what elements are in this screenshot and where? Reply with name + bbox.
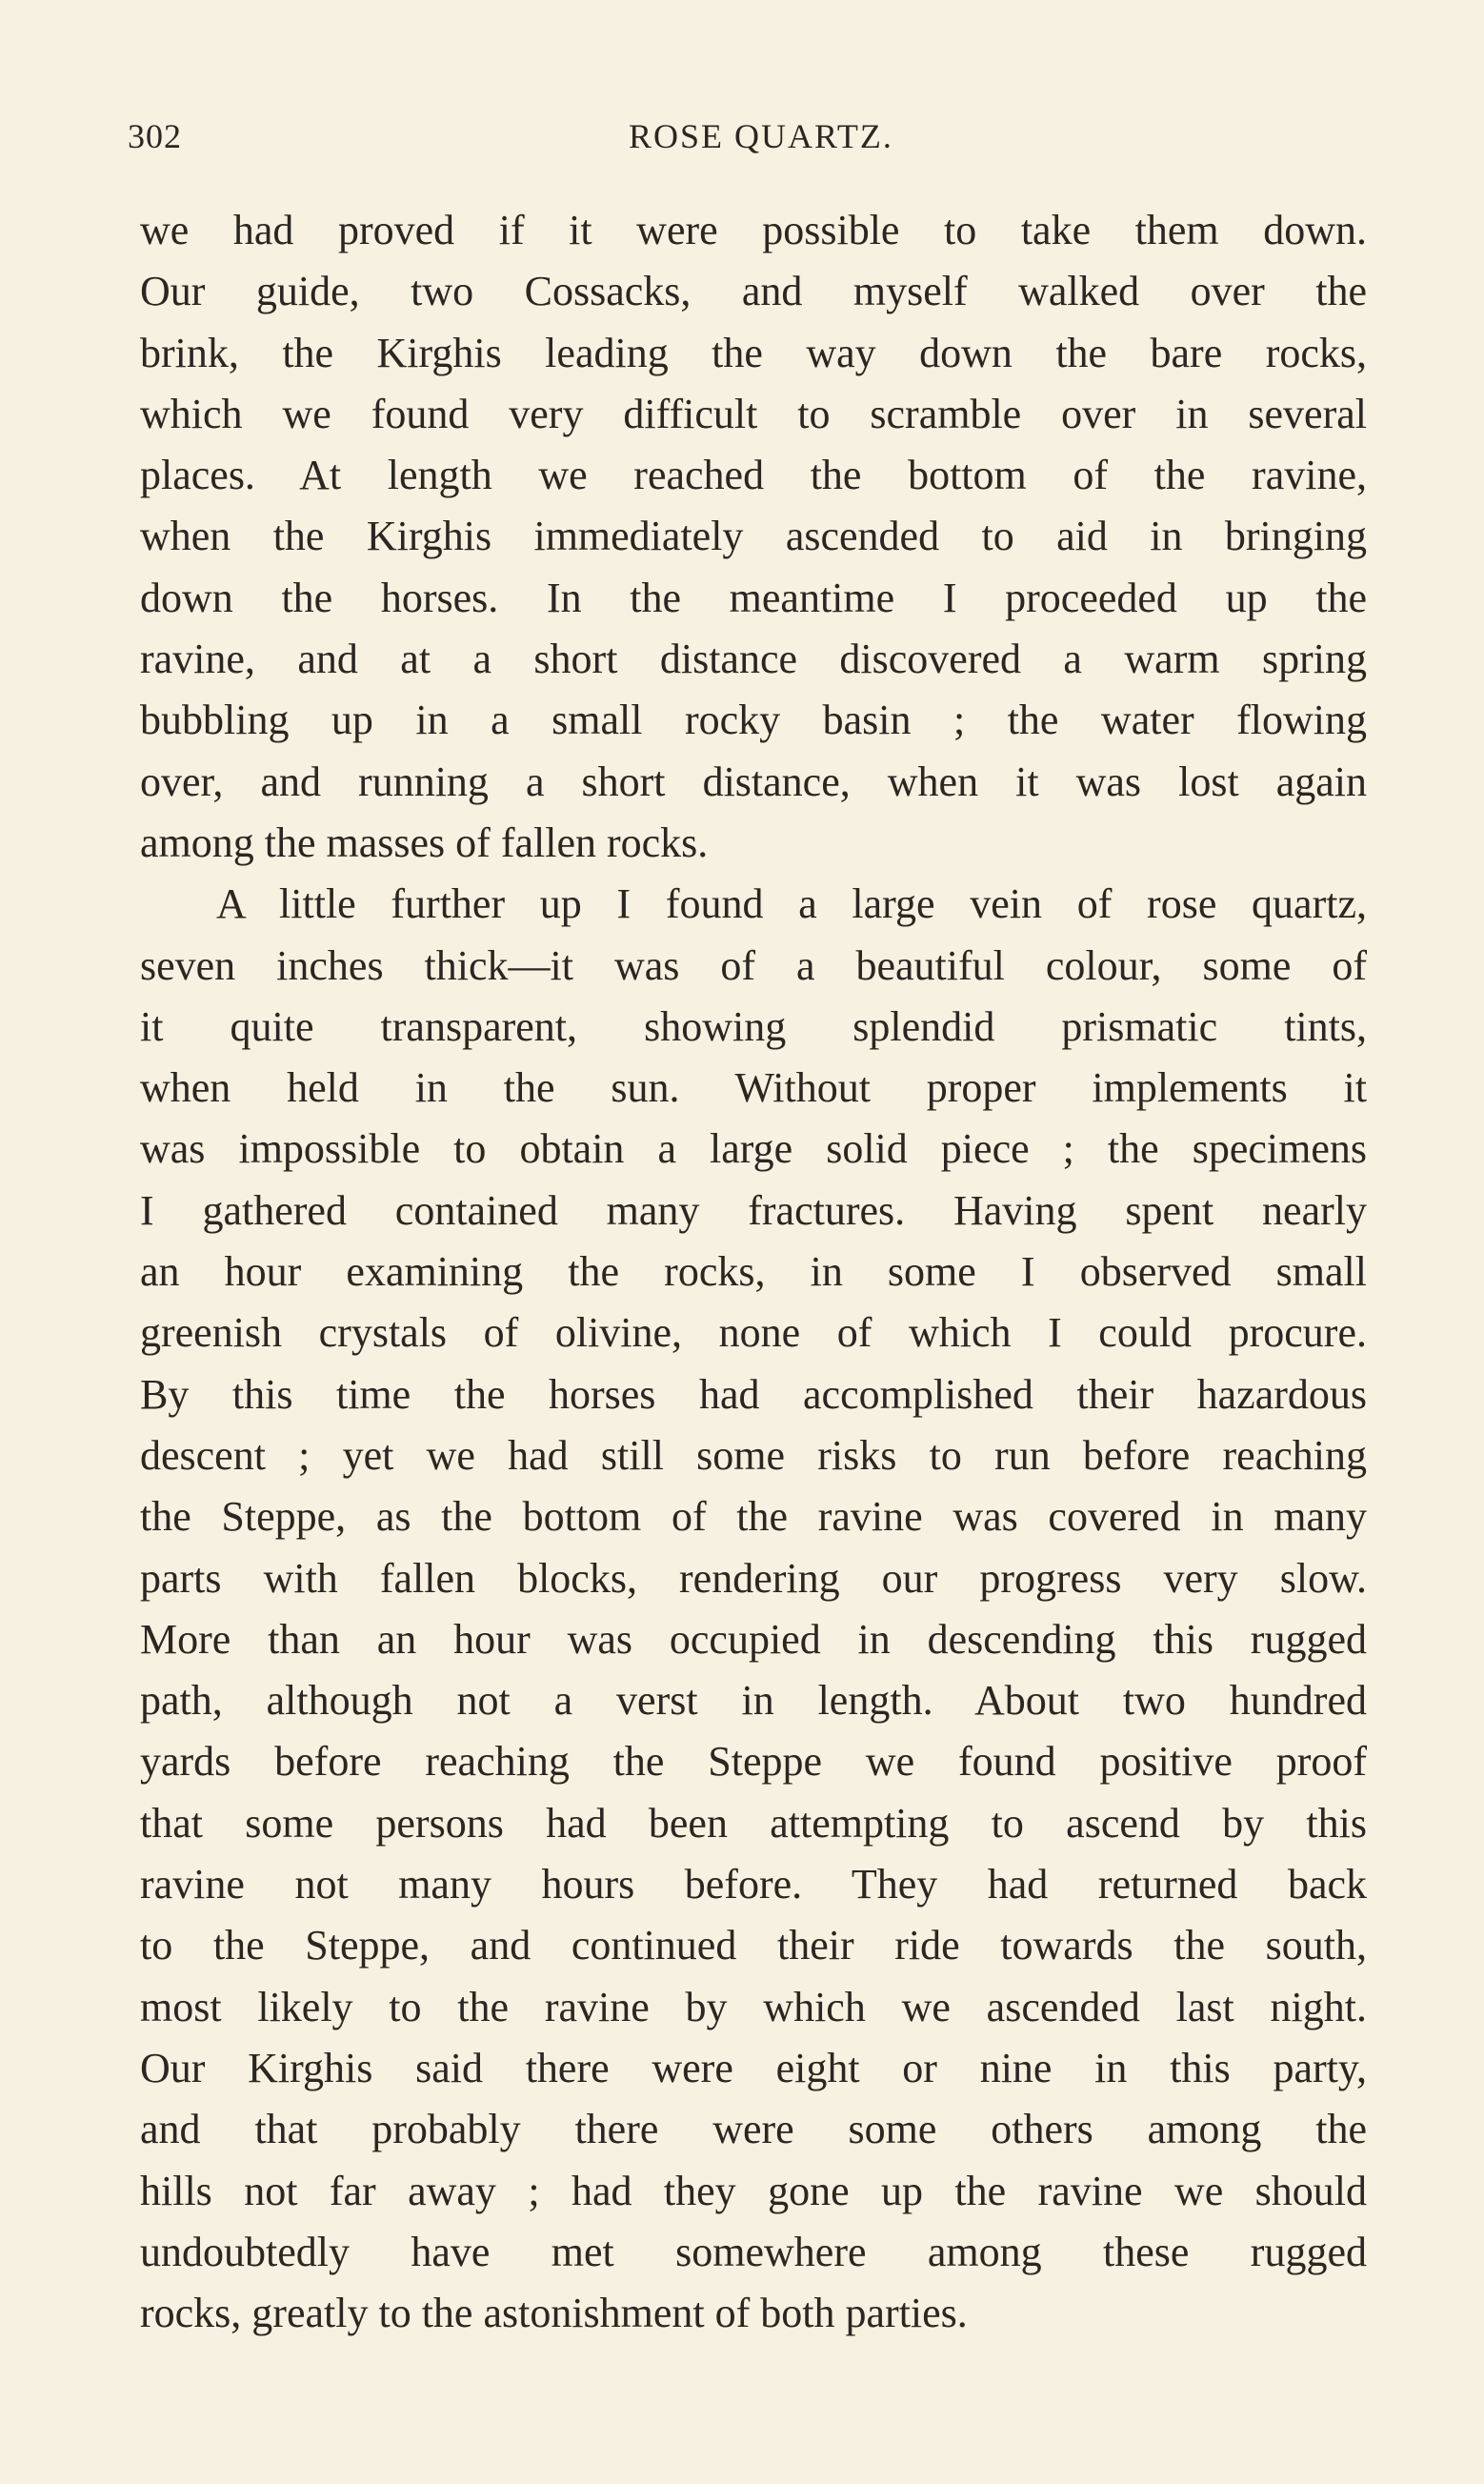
text-line: undoubtedly have met somewhere among these rugged	[140, 2228, 1367, 2275]
text-line: down the horses. In the meantime I proceeded up the	[140, 574, 1367, 621]
text-line: I gathered contained many fractures. Having spent nearly	[140, 1186, 1367, 1234]
text-line: Our Kirghis said there were eight or nine in this party,	[140, 2044, 1367, 2091]
running-title: ROSE QUARTZ.	[629, 117, 893, 155]
text-line: among the masses of fallen rocks.	[140, 818, 709, 866]
text-line: rocks, greatly to the astonishment of both parties.	[140, 2290, 968, 2337]
body-text	[140, 200, 1367, 2344]
text-line: and that probably there were some others among the	[140, 2106, 1367, 2153]
text-line: ravine not many hours before. They had returned back	[140, 1861, 1367, 1908]
text-line: parts with fallen blocks, rendering our progress very slow.	[140, 1554, 1367, 1602]
text-line: over, and running a short distance, when it was lost again	[140, 757, 1367, 805]
text-line: was impossible to obtain a large solid piece ; the specimens	[140, 1125, 1367, 1173]
text-line: it quite transparent, showing splendid prismatic tints,	[140, 1002, 1367, 1050]
text-line: bubbling up in a small rocky basin ; the water flowing	[140, 697, 1367, 744]
text-line: brink, the Kirghis leading the way down the bare rocks,	[140, 329, 1367, 376]
paragraph-2	[140, 874, 1367, 2344]
text-line: when the Kirghis immediately ascended to aid in bringing	[140, 513, 1367, 560]
text-line: ravine, and at a short distance discovered a warm spring	[140, 636, 1367, 683]
page-number: 302	[128, 117, 182, 155]
text-line: which we found very difficult to scramble over in several	[140, 390, 1367, 437]
text-line: path, although not a verst in length. About two hundred	[140, 1677, 1367, 1725]
text-line: A little further up I found a large vein of rose quartz,	[216, 880, 1367, 928]
text-line: hills not far away ; had they gone up the ravine we should	[140, 2167, 1367, 2214]
text-line: descent ; yet we had still some risks to run before reaching	[140, 1431, 1367, 1479]
text-line: to the Steppe, and continued their ride towards the south,	[140, 1922, 1367, 1969]
text-line: By this time the horses had accomplished their hazardous	[140, 1370, 1367, 1418]
text-line: places. At length we reached the bottom of the ravine,	[140, 452, 1367, 499]
text-line: when held in the sun. Without proper implements it	[140, 1064, 1367, 1112]
text-line: we had proved if it were possible to take them down.	[140, 207, 1367, 253]
text-line: seven inches thick—it was of a beautiful colour, some of	[140, 941, 1367, 989]
text-line: that some persons had been attempting to ascend by this	[140, 1799, 1367, 1847]
text-line: an hour examining the rocks, in some I observed small	[140, 1248, 1367, 1296]
text-line: yards before reaching the Steppe we found positive proof	[140, 1738, 1367, 1786]
text-line: More than an hour was occupied in descending this rugged	[140, 1615, 1367, 1663]
text-line: the Steppe, as the bottom of the ravine was covered in many	[140, 1493, 1367, 1541]
text-line: most likely to the ravine by which we ascended last night.	[140, 1983, 1367, 2030]
text-line: Our guide, two Cossacks, and myself walked over the	[140, 268, 1367, 315]
text-line: greenish crystals of olivine, none of which I could procure.	[140, 1309, 1367, 1357]
paragraph-1	[140, 200, 1367, 874]
running-head	[0, 107, 1484, 164]
